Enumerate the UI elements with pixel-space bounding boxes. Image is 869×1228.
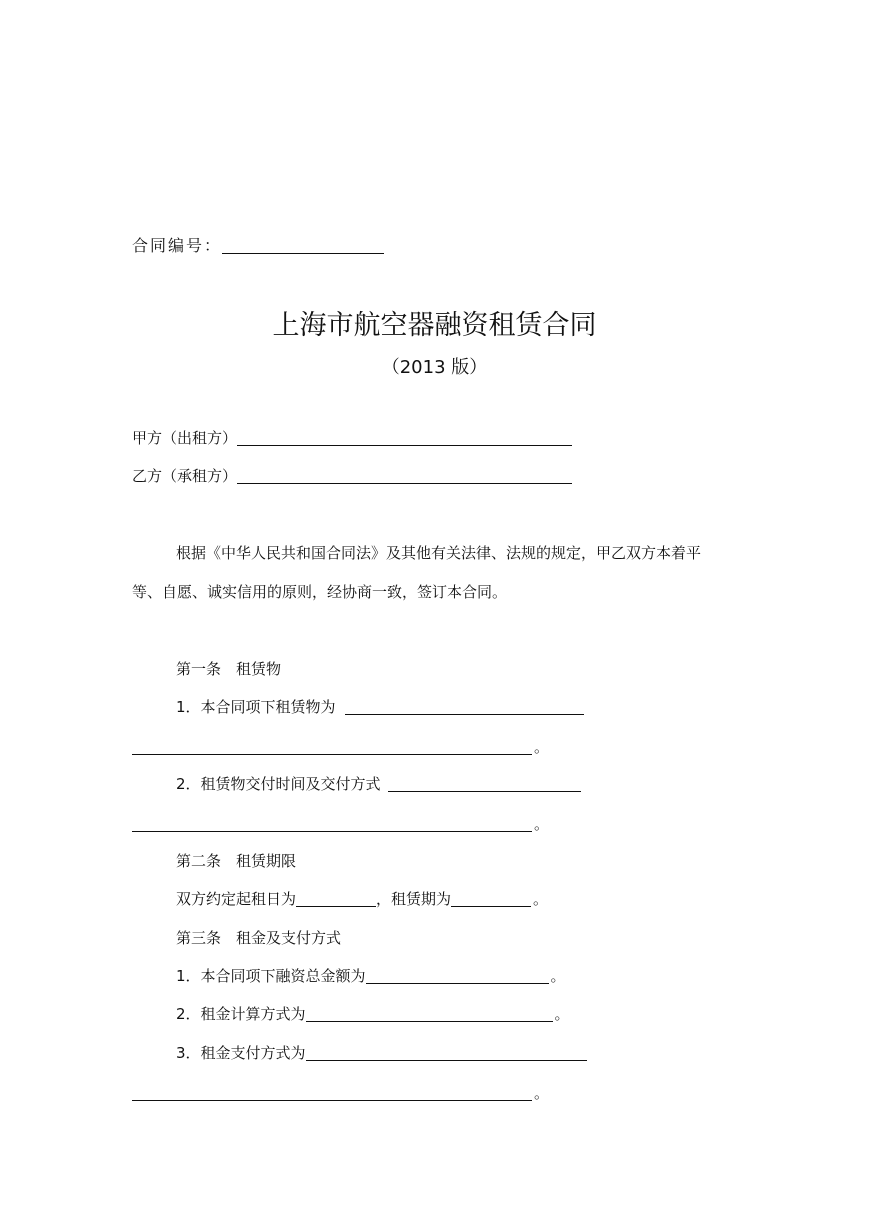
party-a-line	[132, 428, 572, 448]
contract-number-line	[132, 236, 384, 256]
rent-payment-blank-1[interactable]	[306, 1044, 587, 1061]
lease-term-blank[interactable]	[451, 890, 531, 907]
party-b-line	[132, 466, 572, 486]
lease-object-blank-1[interactable]	[345, 698, 584, 715]
article-1-item-2-continuation	[132, 814, 549, 834]
article-3-item-1	[176, 966, 566, 986]
period-mark: 。	[534, 1084, 550, 1102]
period-mark: 。	[554, 1005, 570, 1023]
article-3-item-2-label: 2．租金计算方式为	[176, 1005, 306, 1023]
period-mark: 。	[550, 967, 566, 985]
contract-number-blank[interactable]	[222, 237, 384, 254]
article-3-item-1-label: 1．本合同项下融资总金额为	[176, 967, 366, 985]
party-a-blank[interactable]	[237, 429, 572, 446]
delivery-method-blank-2[interactable]	[132, 815, 532, 832]
article-2-text	[176, 889, 548, 909]
preamble-line-1: 根据《中华人民共和国合同法》及其他有关法律、法规的规定，甲乙双方本着平	[176, 544, 702, 562]
article-1-heading: 第一条 租赁物	[176, 660, 282, 678]
lease-start-date-blank[interactable]	[296, 890, 376, 907]
article-3-item-3-label: 3．租金支付方式为	[176, 1044, 306, 1062]
financing-amount-blank[interactable]	[366, 967, 549, 984]
article-1-item-2-label: 2．租赁物交付时间及交付方式	[176, 775, 381, 793]
lease-term-label: ，租赁期为	[376, 890, 452, 908]
article-1-item-1-continuation	[132, 737, 549, 757]
preamble-line-2: 等、自愿、诚实信用的原则，经协商一致，签订本合同。	[132, 583, 508, 601]
delivery-method-blank-1[interactable]	[388, 775, 581, 792]
article-1-item-2	[176, 774, 581, 794]
contract-number-label: 合同编号：	[132, 236, 223, 255]
party-b-label: 乙方（承租方）	[132, 467, 238, 485]
document-title: 上海市航空器融资租赁合同	[272, 310, 597, 341]
period-mark: 。	[534, 738, 550, 756]
article-1-item-1	[176, 697, 584, 717]
party-b-blank[interactable]	[237, 467, 572, 484]
rent-payment-blank-2[interactable]	[132, 1084, 532, 1101]
party-a-label: 甲方（出租方）	[132, 429, 238, 447]
lease-object-blank-2[interactable]	[132, 738, 532, 755]
article-1-item-1-label: 1．本合同项下租赁物为	[176, 698, 336, 716]
period-mark: 。	[534, 815, 550, 833]
article-3-item-2	[176, 1004, 570, 1024]
period-mark: 。	[533, 890, 549, 908]
article-3-item-3	[176, 1043, 587, 1063]
document-edition: （2013 版）	[381, 357, 488, 378]
rent-calculation-blank[interactable]	[306, 1005, 553, 1022]
article-3-heading: 第三条 租金及支付方式	[176, 929, 342, 947]
article-2-heading: 第二条 租赁期限	[176, 852, 297, 870]
lease-start-label: 双方约定起租日为	[176, 890, 297, 908]
article-3-item-3-continuation	[132, 1083, 549, 1103]
